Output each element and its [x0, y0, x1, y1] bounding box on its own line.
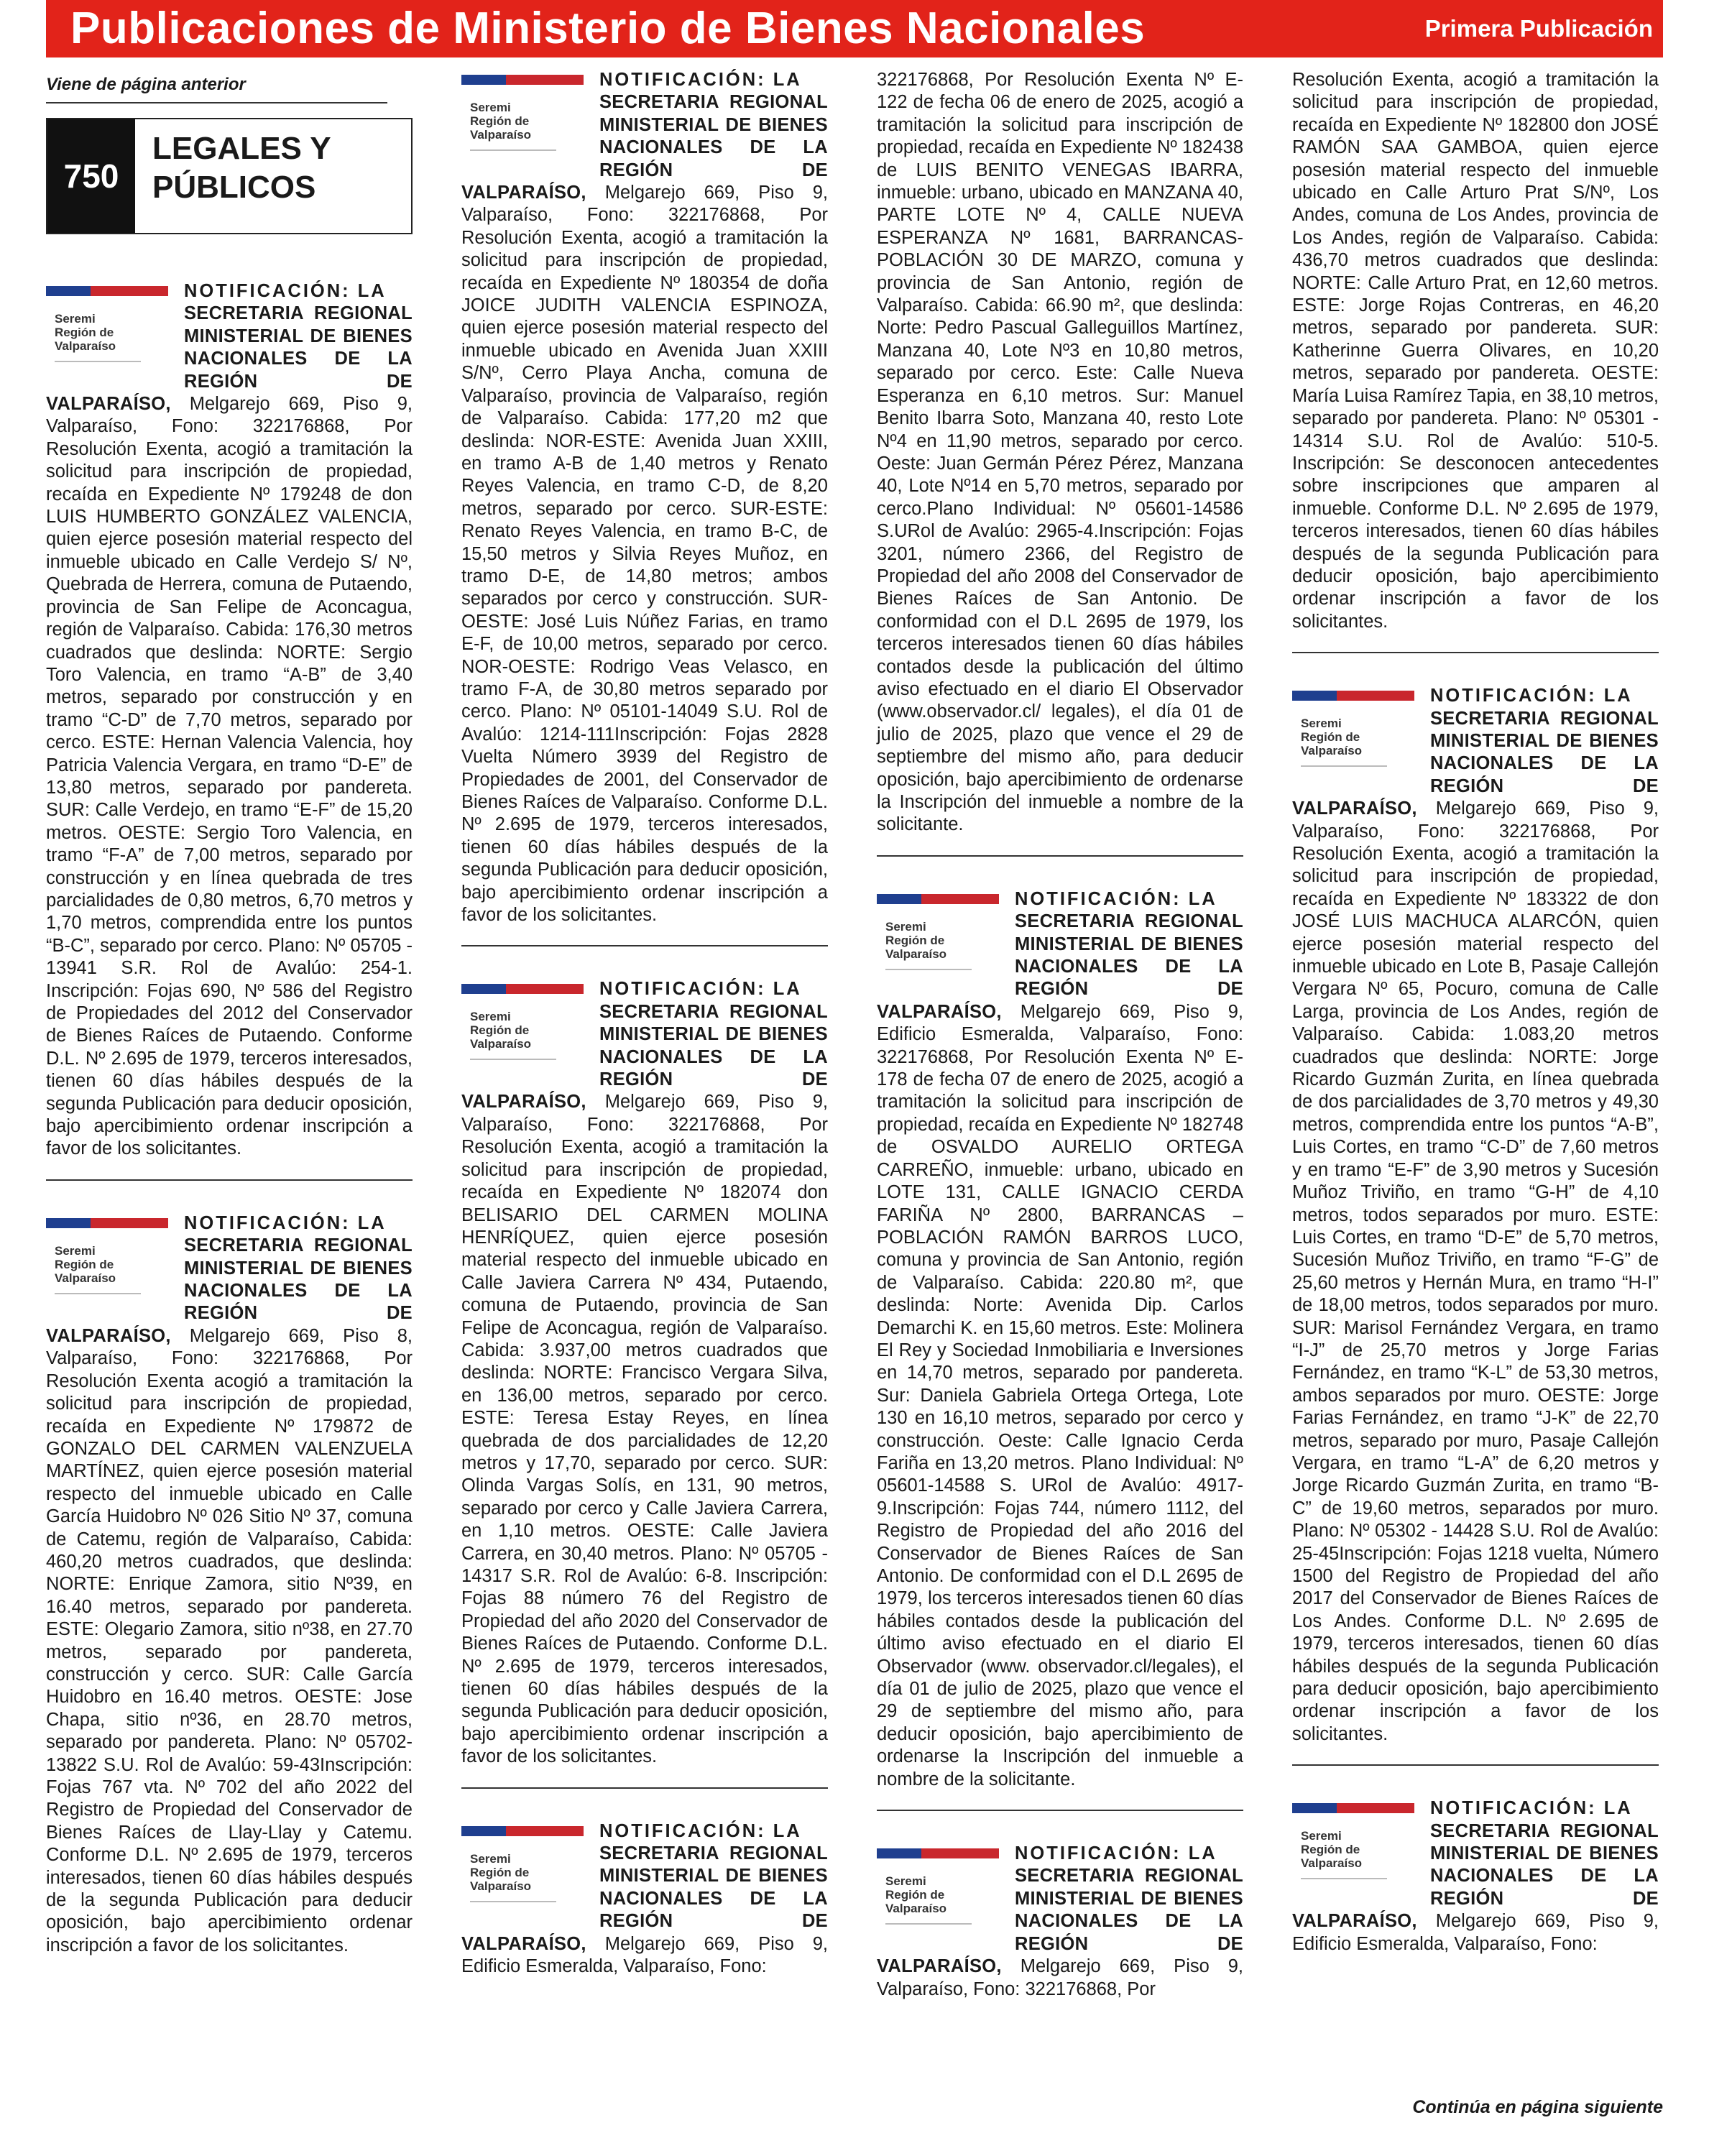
notice-authority: SECRETARIA REGIONAL MINISTERIAL DE BIENES NACIONALES DE LA REGIÓN DE VALPARAÍSO,: [1292, 1820, 1659, 1932]
seremi-logo: [461, 75, 589, 167]
notice-body: 322176868, Por Resolución Exenta Nº E-122 de fecha 06 de enero de 2025, acogió a tramitación la solicitud para inscripción de propiedad, recaída en Expediente Nº 182438 de LUIS BENITO VENEGAS IBARRA, inmueble: urbano, ubicado en MANZANA 40, PARTE LOTE Nº 4, CALLE NUEVA ESPERANZA Nº 1681, BARRANCAS-POBLACIÓN 30 DE MARZO, comuna y provincia de San Antonio, región de Valparaíso. Cabida: 66.90 m², que deslinda: Norte: Pedro Pascual Galleguillos Martínez, Manzana 40, Lote Nº3 en 10,80 metros, separado por cerco. Este: Calle Nueva Esperanza en 6,10 metros. Sur: Manuel Benito Ibarra Soto, Manzana 40, resto Lote Nº4 en 11,90 metros, separado por cerco. Oeste: Juan Germán Pérez Pérez, Manzana 40, Lote Nº14 en 5,70 metros, separado por cerco.Plano Individual: Nº 05601-14586 S.URol de Avalúo: 2965-4.Inscripción: Fojas 3201, número 2366, del Registro de Propiedad del año 2008 del Conservador de Bienes Raíces de San Antonio. De conformidad con el D.L 2695 de 1979, los terceros interesados tienen 60 días hábiles contados desde la publicación del último aviso efectuado en el diario El Observador (www.observador.cl/ legales), el día 01 de julio de 2025, plazo que vence el 29 de septiembre del mismo año, para deducir oposición, bajo apercibimiento de ordenarse la Inscripción del inmueble a nombre de la solicitante.: [877, 70, 1243, 835]
notice-heading: NOTIFICACIÓN: LA: [599, 70, 802, 90]
seremi-logo: [877, 1848, 1005, 1940]
chile-flag-stripe: [877, 894, 999, 904]
notice: [877, 888, 1243, 1791]
logo-underline: [55, 1293, 141, 1294]
seremi-logo: [877, 894, 1005, 986]
section-number: 750: [47, 119, 135, 233]
logo-text: Seremi Región de Valparaíso: [55, 1243, 116, 1285]
seremi-logo: [46, 286, 174, 378]
seremi-logo: [461, 1826, 589, 1918]
page-title: Publicaciones de Ministerio de Bienes Nacionales: [70, 4, 1146, 53]
publication-badge: Primera Publicación: [1424, 15, 1653, 42]
notice-heading: NOTIFICACIÓN: LA: [1430, 686, 1633, 706]
page-header: [46, 0, 1663, 57]
notice-authority: SECRETARIA REGIONAL MINISTERIAL DE BIENES NACIONALES DE LA REGIÓN DE VALPARAÍSO,: [461, 92, 828, 203]
notice-authority: SECRETARIA REGIONAL MINISTERIAL DE BIENES NACIONALES DE LA REGIÓN DE VALPARAÍSO,: [877, 1866, 1243, 1977]
notice-body: Melgarejo 669, Piso 9, Valparaíso, Fono: 322176868, Por Resolución Exenta, acogió a tramitación la solicitud para inscripción de propiedad, recaída en Expediente Nº 180354 de doña JOICE JUDITH VALENCIA ESPINOZA, quien ejerce posesión material respecto del inmueble ubicado en Avenida Juan XXIII S/Nº, Cerro Playa Ancha, comuna de Valparaíso, provincia de Valparaíso, región de Valparaíso. Cabida: 177,20 m2 que deslinda: NOR-ESTE: Avenida Juan XXIII, en tramo A-B de 1,40 metros y Renato Reyes Valencia, en tramo C-D, de 8,20 metros, separado por cerco. SUR-ESTE: Renato Reyes Valencia, en tramo B-C, de 15,50 metros y Silvia Reyes Muñoz, en tramo D-E, de 14,80 metros; ambos separados por cerco y construcción. SUR-OESTE: José Luis Núñez Farias, en tramo E-F, de 10,00 metros, separado por cerco. NOR-OESTE: Rodrigo Veas Velasco, en tramo F-A, de 30,80 metros separado por cerco. Plano: Nº 05101-14049 S.U. Rol de Avalúo: 1214-111Inscripción: Fojas 2828 Vuelta Número 3939 del Registro de Propiedades de 2001, del Conservador de Bienes Raíces de Valparaíso. Conforme D.L. Nº 2.695 de 1979, terceros interesados, tienen 60 días hábiles después de la segunda Publicación para deducir oposición, bajo apercibimiento ordenar inscripción a favor de los solicitantes.: [461, 183, 828, 926]
column-4: [1292, 69, 1659, 1955]
seremi-logo: [1292, 1803, 1420, 1895]
seremi-logo: [1292, 691, 1420, 783]
chile-flag-stripe: [1292, 691, 1414, 701]
notice: [461, 1820, 828, 1978]
divider: [46, 1179, 413, 1181]
logo-underline: [885, 1923, 972, 1925]
chile-flag-stripe: [877, 1848, 999, 1858]
notice-heading: NOTIFICACIÓN: LA: [184, 281, 387, 301]
logo-text: Seremi Región de Valparaíso: [470, 1851, 532, 1893]
chile-flag-stripe: [461, 75, 584, 85]
notice-body: Melgarejo 669, Piso 9, Valparaíso, Fono: 322176868, Por Resolución Exenta, acogió a tramitación la solicitud para inscripción de propiedad, recaída en Expediente Nº 179248 de don LUIS HUMBERTO GONZÁLEZ VALENCIA, quien ejerce posesión material respecto del inmueble ubicado en Calle Verdejo S/ Nº, Quebrada de Herrera, comuna de Putaendo, provincia de San Felipe de Aconcagua, región de Valparaíso. Cabida: 176,30 metros cuadrados que deslinda: NORTE: Sergio Toro Valencia, en tramo “A-B” de 3,40 metros, separado por construcción y en tramo “C-D” de 7,70 metros, separado por cerco. ESTE: Hernan Valencia Valencia, hoy Patricia Valencia Vergara, en tramo “D-E” de 13,80 metros, separado por pandereta. SUR: Calle Verdejo, en tramo “E-F” de 15,20 metros. OESTE: Sergio Toro Valencia, en tramo “F-A” de 7,00 metros, separado por construcción y en línea quebrada de tres parcialidades de 0,80 metros, 6,70 metros y 1,70 metros, comprendida entre los puntos “B-C”, separado por cerco. Plano: Nº 05705 - 13941 S.R. Rol de Avalúo: 254-1. Inscripción: Fojas 690, Nº 586 del Registro de Propiedades del 2012 del Conservador de Bienes Raíces de Putaendo. Conforme D.L. Nº 2.695 de 1979, terceros interesados, tienen 60 días hábiles después de la segunda Publicación para deducir oposición, bajo apercibimiento ordenar inscripción a favor de los solicitantes.: [46, 394, 413, 1159]
chile-flag-stripe: [461, 1826, 584, 1836]
notice-authority: SECRETARIA REGIONAL MINISTERIAL DE BIENES NACIONALES DE LA REGIÓN DE VALPARAÍSO,: [461, 1001, 828, 1112]
chile-flag-stripe: [46, 286, 168, 296]
notice: [461, 69, 828, 926]
notice-heading: NOTIFICACIÓN: LA: [1015, 888, 1217, 909]
logo-underline: [470, 1059, 556, 1060]
notice-authority: SECRETARIA REGIONAL MINISTERIAL DE BIENES NACIONALES DE LA REGIÓN DE VALPARAÍSO,: [877, 911, 1243, 1022]
notice-body: Melgarejo 669, Piso 9, Valparaíso, Fono: 322176868, Por Resolución Exenta, acogió a tramitación la solicitud para inscripción de propiedad, recaída en Expediente Nº 183322 de don JOSÉ LUIS MACHUCA ALARCÓN, quien ejerce posesión material respecto del inmueble ubicado en Lote B, Pasaje Callejón Vergara Nº 65, Pocuro, comuna de Calle Larga, provincia de Los Andes, región de Valparaíso. Cabida: 1.083,20 metros cuadrados que deslinda: NORTE: Jorge Ricardo Guzmán Zurita, en línea quebrada de dos parcialidades de 3,70 metros y 49,30 metros, comprendida entre los puntos “A-B”, Luis Cortes, en tramo “C-D” de 7,60 metros y en tramo “E-F” de 3,90 metros y Sucesión Muñoz Triviño, en tramo “G-H” de 4,10 metros, todos separados por muro. ESTE: Luis Cortes, en tramo “D-E” de 5,70 metros, Sucesión Muñoz Triviño, en tramo “F-G” de 25,60 metros y Hernán Mura, en tramo “H-I” de 18,00 metros, todos separados por muro. SUR: Marisol Fernández Vergara, en tramo “I-J” de 25,70 metros y Jorge Farias Fernández, en tramo “K-L” de 53,30 metros, ambos separados por muro. OESTE: Jorge Farias Fernández, en tramo “J-K” de 22,70 metros, separado por muro, Pasaje Callejón Vergara, en tramo “L-A” de 6,20 metros y Jorge Ricardo Guzmán Zurita, en tramo “B-C” de 19,60 metros, separados por muro. Plano: Nº 05302 - 14428 S.U. Rol de Avalúo: 25-45Inscripción: Fojas 1218 vuelta, Número 1500 del Registro de Propiedad del año 2017 del Conservador de Bienes Raíces de Los Andes. Conforme D.L. Nº 2.695 de 1979, terceros interesados, tienen 60 días hábiles después de la segunda Publicación para deducir oposición, bajo apercibimiento ordenar inscripción a favor de los solicitantes.: [1292, 798, 1659, 1744]
continued-from-label: Viene de página anterior: [46, 75, 246, 94]
notice: [46, 280, 413, 1161]
notice-authority: SECRETARIA REGIONAL MINISTERIAL DE BIENES NACIONALES DE LA REGIÓN DE VALPARAÍSO,: [461, 1843, 828, 1954]
seremi-logo: [46, 1218, 174, 1310]
notice-heading: NOTIFICACIÓN: LA: [184, 1212, 387, 1233]
logo-underline: [1301, 765, 1387, 767]
logo-text: Seremi Región de Valparaíso: [55, 312, 116, 353]
divider: [46, 102, 387, 103]
chile-flag-stripe: [1292, 1803, 1414, 1813]
divider: [877, 1810, 1243, 1811]
notice-heading: NOTIFICACIÓN: LA: [1015, 1843, 1217, 1864]
logo-text: Seremi Región de Valparaíso: [885, 919, 947, 961]
notice-body: Resolución Exenta, acogió a tramitación la solicitud para inscripción de propiedad, recaída en Expediente Nº 182800 don JOSÉ RAMÓN SAA GAMBOA, quien ejerce posesión material respecto del inmueble ubicado en Calle Arturo Prat S/Nº, Los Andes, comuna de Los Andes, provincia de Los Andes, región de Valparaíso. Cabida: 436,70 metros cuadrados que deslinda: NORTE: Calle Arturo Prat, en 12,60 metros. ESTE: Jorge Rojas Contreras, en 46,20 metros, separado por pandereta. SUR: Katherinne Guerra Olivares, en 10,20 metros, separado por pandereta. OESTE: María Luisa Ramírez Tapia, en 38,10 metros, separado por pandereta. Plano: Nº 05301 - 14314 S.U. Rol de Avalúo: 510-5. Inscripción: Se desconocen antecedentes sobre inscripciones que amparen al inmueble. Conforme D.L. Nº 2.695 de 1979, terceros interesados, tienen 60 días hábiles después de la segunda Publicación para deducir oposición, bajo apercibimiento ordenar inscripción a favor de los solicitantes.: [1292, 70, 1659, 632]
logo-text: Seremi Región de Valparaíso: [1301, 1829, 1363, 1871]
divider: [1292, 652, 1659, 653]
divider: [877, 855, 1243, 857]
section-heading: [46, 118, 413, 234]
notice-heading: NOTIFICACIÓN: LA: [599, 979, 802, 1000]
divider: [461, 1787, 828, 1789]
logo-underline: [470, 1901, 556, 1902]
chile-flag-stripe: [46, 1218, 168, 1228]
logo-text: Seremi Región de Valparaíso: [1301, 717, 1363, 758]
logo-underline: [885, 969, 972, 970]
notice: [461, 978, 828, 1768]
notice-continued: [1292, 69, 1659, 633]
notice: [877, 1843, 1243, 2001]
notice-body: Melgarejo 669, Piso 9, Edificio Esmeralda, Valparaíso, Fono: 322176868, Por Resolución Exenta Nº E-178 de fecha 07 de enero de 2025, acogió a tramitación la solicitud para inscripción de propiedad, recaída en Expediente Nº 182748 de OSVALDO AURELIO ORTEGA CARREÑO, inmueble: urbano, ubicado en LOTE 131, CALLE IGNACIO CERDA FARIÑA Nº 2800, BARRANCAS – POBLACIÓN RAMÓN BARROS LUCO, comuna y provincia de San Antonio, región de Valparaíso. Cabida: 220.80 m², que deslinda: Norte: Avenida Dip. Carlos Demarchi K. en 15,60 metros. Este: Molinera El Rey y Sociedad Inmobiliaria e Inversiones en 14,70 metros, separado por pandereta. Sur: Daniela Gabriela Ortega Ortega, Lote 130 en 16,10 metros, separado por cerco y construcción. Oeste: Calle Ignacio Cerda Fariña en 13,20 metros. Plano Individual: Nº 05601-14588 S. URol de Avalúo: 4917-9.Inscripción: Fojas 744, número 1112, del Registro de Propiedad del año 2016 del Conservador de Bienes Raíces de San Antonio. De conformidad con el D.L 2695 de 1979, los terceros interesados tienen 60 días hábiles contados desde la publicación del último aviso efectuado en el diario El Observador (www. observador.cl/legales), el día 01 de julio de 2025, plazo que vence el 29 de septiembre del mismo año, para deducir oposición, bajo apercibimiento de ordenarse la Inscripción del inmueble a nombre de la solicitante.: [877, 1001, 1243, 1789]
notice-body: Melgarejo 669, Piso 9, Edificio Esmeralda, Valparaíso, Fono:: [461, 1933, 828, 1977]
divider: [461, 945, 828, 946]
notice-authority: SECRETARIA REGIONAL MINISTERIAL DE BIENES NACIONALES DE LA REGIÓN DE VALPARAÍSO,: [1292, 708, 1659, 819]
notice-authority: SECRETARIA REGIONAL MINISTERIAL DE BIENES NACIONALES DE LA REGIÓN DE VALPARAÍSO,: [46, 303, 413, 415]
chile-flag-stripe: [461, 984, 584, 994]
column-2: [461, 69, 828, 1978]
divider: [1292, 1764, 1659, 1766]
column-1: [46, 69, 413, 1957]
notice: [1292, 685, 1659, 1746]
notice-body: Melgarejo 669, Piso 9, Valparaíso, Fono: 322176868, Por Resolución Exenta, acogió a tramitación la solicitud para inscripción de propiedad, recaída en Expediente Nº 182074 don BELISARIO DEL CARMEN MOLINA HENRÍQUEZ, quien ejerce posesión material respecto del inmueble ubicado en Calle Javiera Carrera Nº 434, Putaendo, comuna de Putaendo, provincia de San Felipe de Aconcagua, región de Valparaíso. Cabida: 3.937,00 metros cuadrados que deslinda: NORTE: Francisco Vergara Silva, en 136,00 metros, separado por cerco. ESTE: Teresa Estay Reyes, en línea quebrada de dos parcialidades de 12,20 metros y 17,70, separado por cerco. SUR: Olinda Vargas Solís, en 131, 90 metros, separado por cerco y Calle Javiera Carrera, en 1,10 metros. OESTE: Calle Javiera Carrera, en 30,40 metros. Plano: Nº 05705 - 14317 S.R. Rol de Avalúo: 6-8. Inscripción: Fojas 88 número 76 del Registro de Propiedad del año 2020 del Conservador de Bienes Raíces de Putaendo. Conforme D.L. Nº 2.695 de 1979, terceros interesados, tienen 60 días hábiles después de la segunda Publicación para deducir oposición, bajo apercibimiento ordenar inscripción a favor de los solicitantes.: [461, 1092, 828, 1767]
logo-underline: [55, 361, 141, 362]
continues-on-label: Continúa en página siguiente: [1412, 2097, 1663, 2117]
notice-heading: NOTIFICACIÓN: LA: [599, 1820, 802, 1841]
notice-authority: SECRETARIA REGIONAL MINISTERIAL DE BIENES NACIONALES DE LA REGIÓN DE VALPARAÍSO,: [46, 1235, 413, 1346]
notice-body: Melgarejo 669, Piso 9, Edificio Esmeralda, Valparaíso, Fono:: [1292, 1911, 1659, 1954]
notice: [46, 1212, 413, 1957]
section-title: LEGALES Y PÚBLICOS: [152, 131, 331, 205]
logo-underline: [470, 149, 556, 151]
logo-text: Seremi Región de Valparaíso: [470, 1010, 532, 1051]
notice-heading: NOTIFICACIÓN: LA: [1430, 1798, 1633, 1819]
notice: [1292, 1797, 1659, 1955]
logo-text: Seremi Región de Valparaíso: [885, 1874, 947, 1916]
logo-text: Seremi Región de Valparaíso: [470, 101, 532, 142]
column-3: [877, 69, 1243, 2001]
notice-body: Melgarejo 669, Piso 9, Valparaíso, Fono: 322176868, Por: [877, 1956, 1243, 1999]
notice-body: Melgarejo 669, Piso 8, Valparaíso, Fono: 322176868, Por Resolución Exenta acogió a tramitación la solicitud para inscripción de propiedad, recaída en Expediente Nº 179872 de GONZALO DEL CARMEN VALENZUELA MARTÍNEZ, quien ejerce posesión material respecto del inmueble ubicado en Calle García Huidobro Nº 026 Sitio Nº 37, comuna de Catemu, región de Valparaíso, Cabida: 460,20 metros cuadrados, que deslinda: NORTE: Enrique Zamora, sitio Nº39, en 16.40 metros, separado por pandereta. ESTE: Olegario Zamora, sitio nº38, en 27.70 metros, separado por pandereta, construcción y cerco. SUR: Calle García Huidobro en 16.40 metros. OESTE: Jose Chapa, sitio nº36, en 28.70 metros, separado por pandereta. Plano: Nº 05702-13822 S.U. Rol de Avalúo: 59-43Inscripción: Fojas 767 vta. Nº 702 del año 2022 del Registro de Propiedad del Conservador de Bienes Raíces de Llay-Llay y Catemu. Conforme D.L. Nº 2.695 de 1979, terceros interesados, tienen 60 días hábiles después de la segunda Publicación para deducir oposición, bajo apercibimiento ordenar inscripción a favor de los solicitantes.: [46, 1325, 413, 1955]
notice-continued: [877, 69, 1243, 837]
logo-underline: [1301, 1878, 1387, 1879]
seremi-logo: [461, 984, 589, 1076]
